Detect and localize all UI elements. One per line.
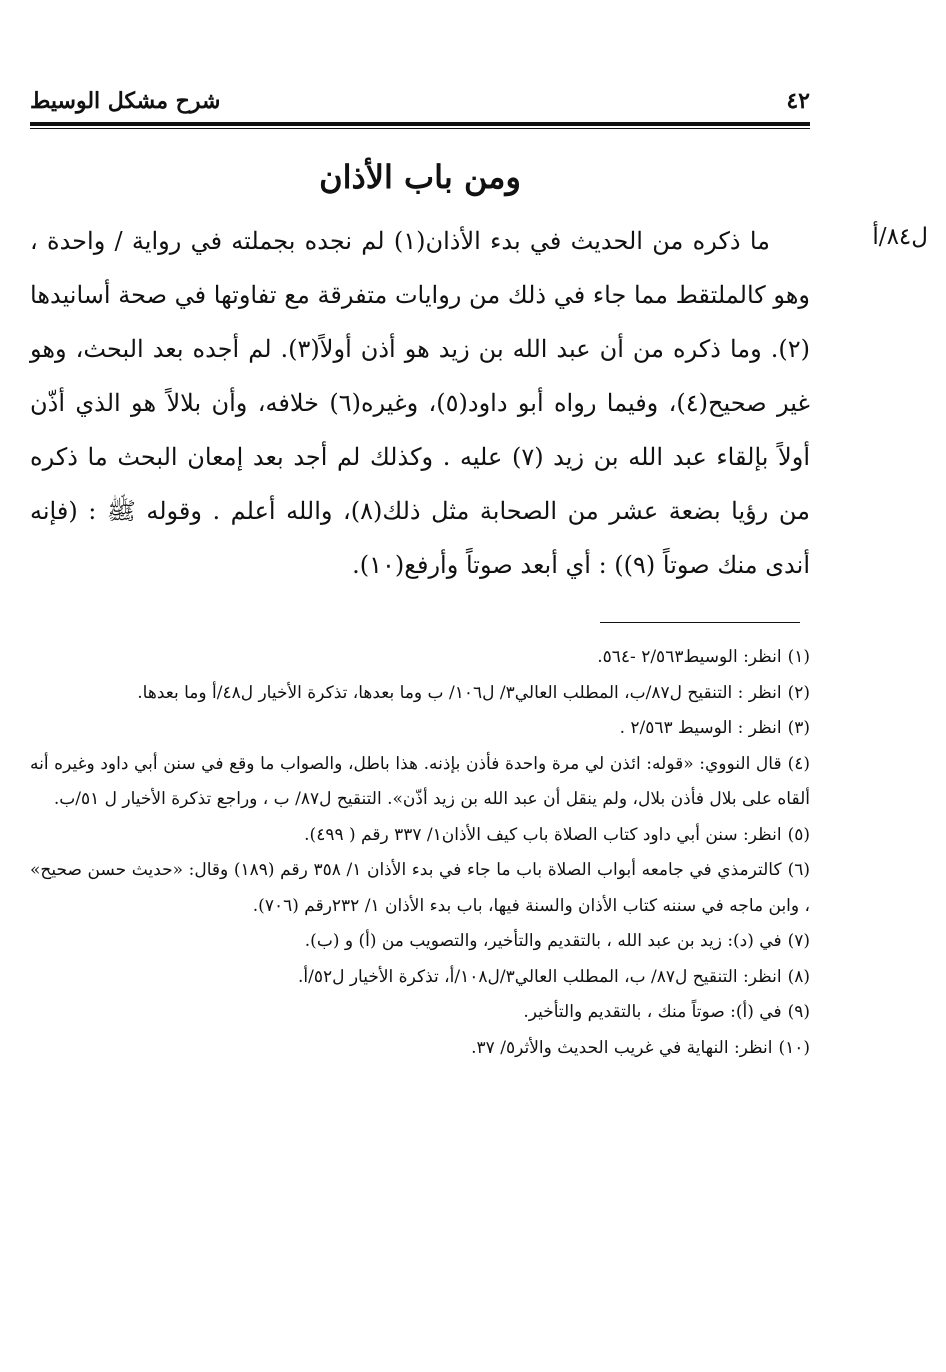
footnote-number: (٢) (787, 682, 810, 703)
footnote-number: (٩) (787, 1002, 810, 1022)
footnote (30, 818, 810, 854)
footnote-text: قال النووي: «قوله: ائذن لي مرة واحدة فأذن بإذنه. هذا باطل، والصواب ما وقع في سنن أبي داود وغيره أنه ألقاه على بلال فأذن بلال، ولم ينقل أن عبد الله بن زيد أذّن». التنقيح ل٨٧/ ب ، وراجع تذكرة الأخيار ل ٥١/ب. (30, 753, 810, 809)
page-number: ٤٢ (786, 88, 810, 114)
footnote (30, 640, 810, 676)
header-rule-thin (30, 128, 810, 129)
chapter-title: ومن باب الأذان (319, 158, 521, 196)
footnote-text: انظر: التنقيح ل٨٧/ ب، المطلب العالي٣/ل١٠٨/أ، تذكرة الأخيار ل٥٢/أ. (297, 966, 782, 987)
footnote-number: (٧) (787, 931, 810, 951)
footnote-text: انظر: النهاية في غريب الحديث والأثر٥/ ٣٧. (471, 1037, 773, 1058)
footnote (30, 853, 810, 924)
main-text (30, 214, 810, 592)
footnote-number: (٣) (787, 718, 810, 738)
footnote-text: انظر : التنقيح ل٨٧/ب، المطلب العالي٣/ ل١٠٦/ ب وما بعدها، تذكرة الأخيار ل٤٨/أ وما بعدها. (137, 682, 782, 703)
footnote (30, 747, 810, 818)
footnote-number: (١٠) (778, 1037, 810, 1058)
footnote-number: (٦) (787, 860, 810, 880)
body-paragraph: ما ذكره من الحديث في بدء الأذان(١) لم نجده بجملته في رواية / واحدة ، وهو كالملتقط مما جاء في ذلك من روايات متفرقة مع تفاوتها في صحة أسانيدها (٢). وما ذكره من أن عبد الله بن زيد هو أذن أولاً(٣). لم أجده بعد البحث، وهو غير صحيح(٤)، وفيما رواه أبو داود(٥)، وغيره(٦) خلافه، وأن بلالاً هو الذي أذّن أولاً بإلقاء عبد الله بن زيد (٧) عليه . وكذلك لم أجد بعد إمعان البحث ما ذكره من رؤيا بضعة عشر من الصحابة مثل ذلك(٨)، والله أعلم . وقوله ﷺ : (فإنه أندى منك صوتاً (٩)) : أي أبعد صوتاً وأرفع(١٠). (30, 227, 810, 579)
manuscript-margin-reference: ل٨٤/أ (872, 224, 928, 250)
running-header (30, 84, 810, 124)
footnote-text: في (د): زيد بن عبد الله ، بالتقديم والتأخير، والتصويب من (أ) و (ب). (304, 931, 782, 951)
footnote-number: (٥) (787, 824, 810, 845)
footnote (30, 1031, 810, 1067)
footnote (30, 924, 810, 960)
footnote (30, 960, 810, 996)
footnote-separator (600, 622, 800, 623)
footnote-number: (١) (787, 647, 810, 667)
footnote-text: انظر : الوسيط ٢/٥٦٣ . (619, 718, 782, 738)
footnote-text: في (أ): صوتاً منك ، بالتقديم والتأخير. (523, 1002, 782, 1022)
header-rule-thick (30, 122, 810, 126)
footnote-number: (٤) (787, 753, 810, 774)
footnote-text: كالترمذي في جامعه أبواب الصلاة باب ما جاء في بدء الأذان ١/ ٣٥٨ رقم (١٨٩) وقال: «حديث حسن صحيح» ، وابن ماجه في سننه كتاب الأذان والسنة فيها، باب بدء الأذان ١/ ٢٣٢رقم (٧٠٦). (30, 860, 810, 916)
footnotes (30, 640, 810, 1066)
book-title: شرح مشكل الوسيط (30, 88, 221, 114)
footnote-text: انظر: سنن أبي داود كتاب الصلاة باب كيف الأذان١/ ٣٣٧ رقم ( ٤٩٩). (304, 824, 782, 845)
footnote (30, 995, 810, 1031)
footnote (30, 676, 810, 712)
footnote-text: انظر: الوسيط٢/٥٦٣ -٥٦٤. (597, 647, 782, 667)
footnote (30, 711, 810, 747)
footnote-number: (٨) (787, 966, 810, 987)
